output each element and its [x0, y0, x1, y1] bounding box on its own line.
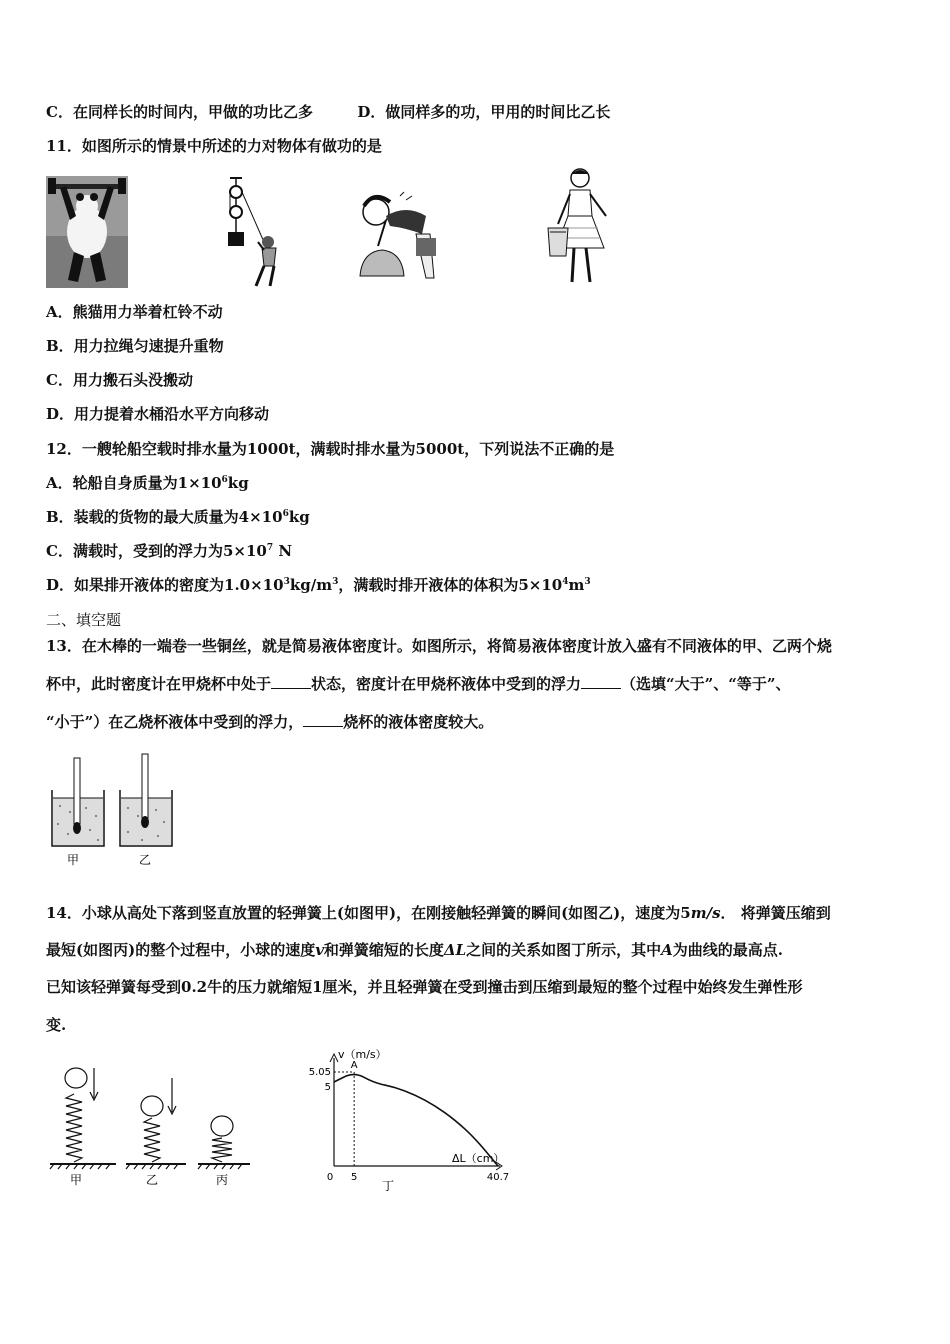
q11-stem: 11．如图所示的情景中所述的力对物体有做功的是 [46, 137, 382, 155]
x-axis-label: ΔL（cm） [452, 1152, 505, 1165]
q11-option-c: C．用力搬石头没搬动 [46, 371, 193, 389]
pulley-lifting-weight-image [218, 176, 284, 290]
q14-line-1: 14．小球从高处下落到竖直放置的轻弹簧上(如图甲)，在刚接触轻弹簧的瞬间(如图乙)，速度为5m/s． 将弹簧压缩到 [46, 904, 831, 922]
spring-label-bing: 丙 [215, 1173, 229, 1187]
q13-line-1: 13．在木棒的一端卷一些铜丝，就是简易液体密度计。如图所示，将简易液体密度计放入盛有不同液体的甲、乙两个烧 [46, 637, 832, 655]
blank-1[interactable] [271, 674, 311, 689]
q11-option-b: B．用力拉绳匀速提升重物 [46, 337, 224, 355]
q13-line-3: “小于”）在乙烧杯液体中受到的浮力， 烧杯的液体密度较大。 [46, 713, 494, 731]
q13-line-2: 杯中，此时密度计在甲烧杯中处于 状态，密度计在甲烧杯液体中受到的浮力 （选填“大于”、“等于”、 [46, 675, 791, 693]
beaker-label-yi: 乙 [138, 853, 152, 867]
q14-line-4: 变. [46, 1016, 67, 1034]
girl-carrying-bucket-image [540, 166, 618, 290]
q10-option-d: D．做同样多的功，甲用的时间比乙长 [357, 103, 611, 121]
q12-option-b: B．装载的货物的最大质量为$4\times 10^6kg$ [46, 508, 310, 526]
chart-title: 丁 [381, 1179, 395, 1193]
y-axis-label: v（m/s） [338, 1048, 387, 1061]
x-tick-5: 5 [350, 1172, 358, 1183]
section-title: 二、填空题 [46, 611, 122, 629]
q12-option-d: D．如果排开液体的密度为$1.0\times 10^3kg/m^3$，满载时排开液体的体积为$5\times 10^4m^3$ [46, 576, 591, 594]
blank-2[interactable] [581, 674, 621, 689]
q12-option-a: A．轮船自身质量为$1\times 10^6kg$ [46, 474, 249, 492]
girl-lifting-stone-image [356, 190, 444, 286]
q14-line-2: 最短(如图丙)的整个过程中，小球的速度v和弹簧缩短的长度ΔL之间的关系如图丁所示，其中A为曲线的最高点. [46, 941, 784, 959]
q12-option-c: C．满载时，受到的浮力为$5\times 10^7$ N [46, 542, 293, 560]
beaker-label-jia: 甲 [66, 853, 80, 867]
x-tick-40-7: 40.7 [486, 1172, 510, 1183]
panda-lifting-barbell-image [46, 176, 128, 288]
peak-point-label: A [350, 1060, 358, 1071]
density-meter-beakers-figure [46, 752, 176, 870]
q14-line-3: 已知该轻弹簧每受到0.2牛的压力就缩短1厘米，并且轻弹簧在受到撞击到压缩到最短的整个过程中始终发生弹性形 [46, 978, 803, 996]
q10-option-c: C．在同样长的时间内，甲做的功比乙多 [46, 103, 313, 121]
blank-3[interactable] [303, 712, 343, 727]
spring-ball-figures [46, 1066, 256, 1190]
y-tick-5: 5 [324, 1082, 331, 1093]
velocity-chart [300, 1044, 520, 1194]
y-tick-5-05: 5.05 [308, 1067, 331, 1078]
q10-options [46, 102, 610, 122]
q12-stem: 12．一艘轮船空载时排水量为1000t，满载时排水量为5000t，下列说法不正确的是 [46, 440, 615, 458]
q11-option-d: D．用力提着水桶沿水平方向移动 [46, 405, 270, 423]
q11-option-a: A．熊猫用力举着杠铃不动 [46, 303, 223, 321]
spring-label-yi: 乙 [145, 1173, 159, 1187]
x-tick-0: 0 [326, 1172, 334, 1183]
spring-label-jia: 甲 [69, 1173, 83, 1187]
